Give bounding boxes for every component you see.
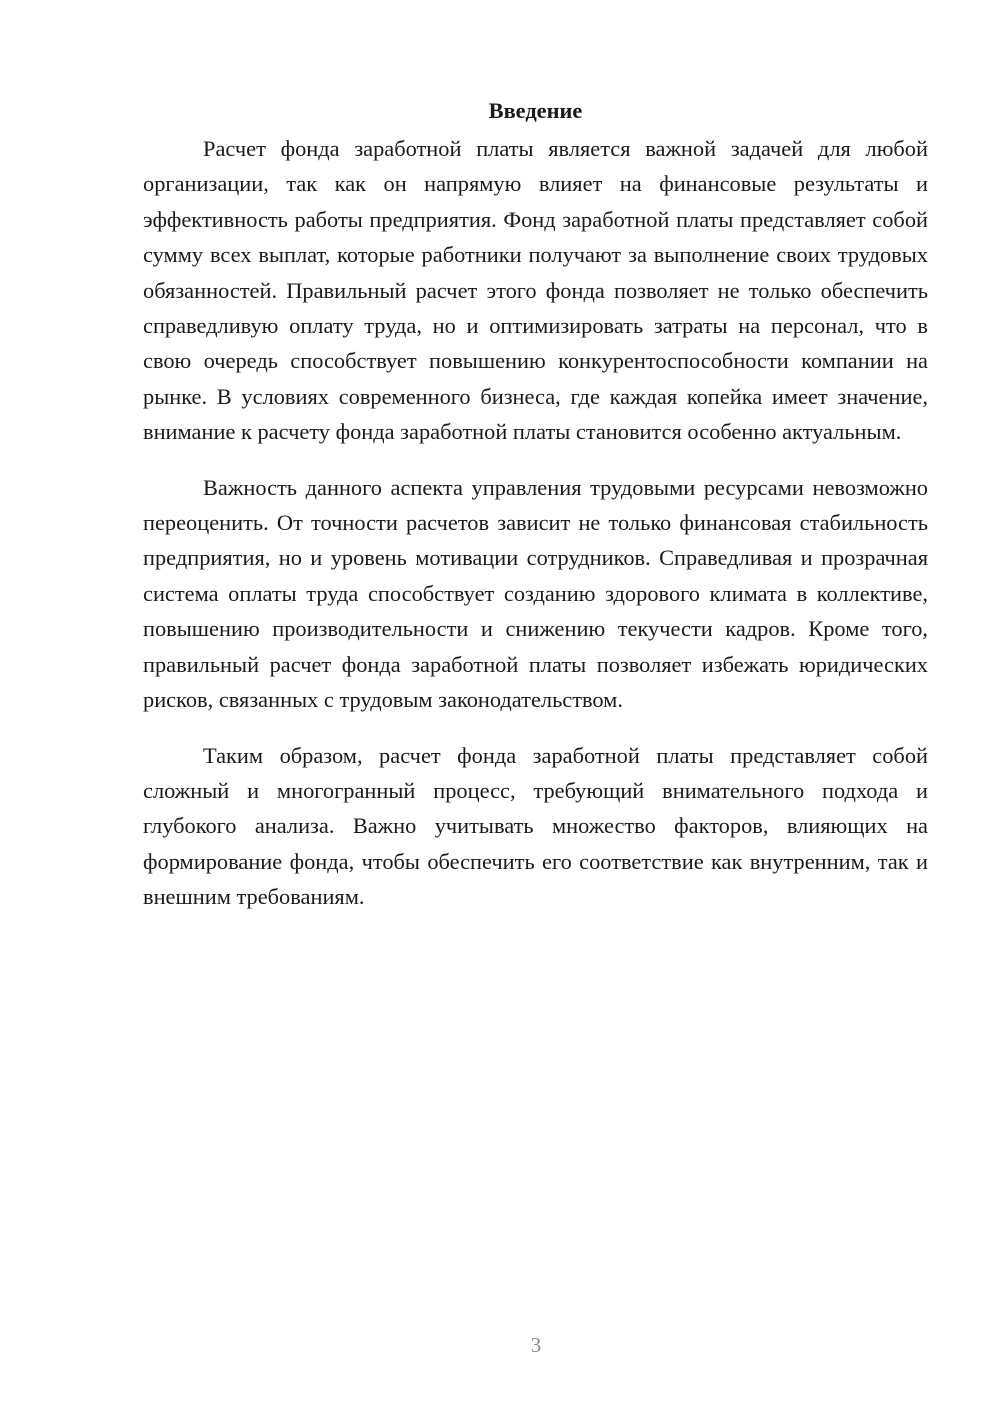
- page-content: [143, 96, 928, 915]
- paragraph-3: Таким образом, расчет фонда заработной платы представляет собой сложный и многогранный процесс, требующий внимательного подхода и глубокого анализа. Важно учитывать множество факторов, влияющих на формирование фонда, чтобы обеспечить его соответствие как внутренним, так и внешним требованиям.: [143, 742, 928, 910]
- paragraph-1: Расчет фонда заработной платы является важной задачей для любой организации, так как он напрямую влияет на финансовые результаты и эффективность работы предприятия. Фонд заработной платы представляет собой сумму всех выплат, которые работники получают за выполнение своих трудовых обязанностей. Правильный расчет этого фонда позволяет не только обеспечить справедливую оплату труда, но и оптимизировать затраты на персонал, что в свою очередь способствует повышению конкурентоспособности компании на рынке. В условиях современного бизнеса, где каждая копейка имеет значение, внимание к расчету фонда заработной платы становится особенно актуальным.: [143, 136, 928, 445]
- section-title: Введение: [488, 98, 583, 123]
- paragraph-2: Важность данного аспекта управления трудовыми ресурсами невозможно переоценить. От точности расчетов зависит не только финансовая стабильность предприятия, но и уровень мотивации сотрудников. Справедливая и прозрачная система оплаты труда способствует созданию здорового климата в коллективе, повышению производительности и снижению текучести кадров. Кроме того, правильный расчет фонда заработной платы позволяет избежать юридических рисков, связанных с трудовым законодательством.: [143, 474, 928, 713]
- page-number: 3: [530, 1333, 542, 1357]
